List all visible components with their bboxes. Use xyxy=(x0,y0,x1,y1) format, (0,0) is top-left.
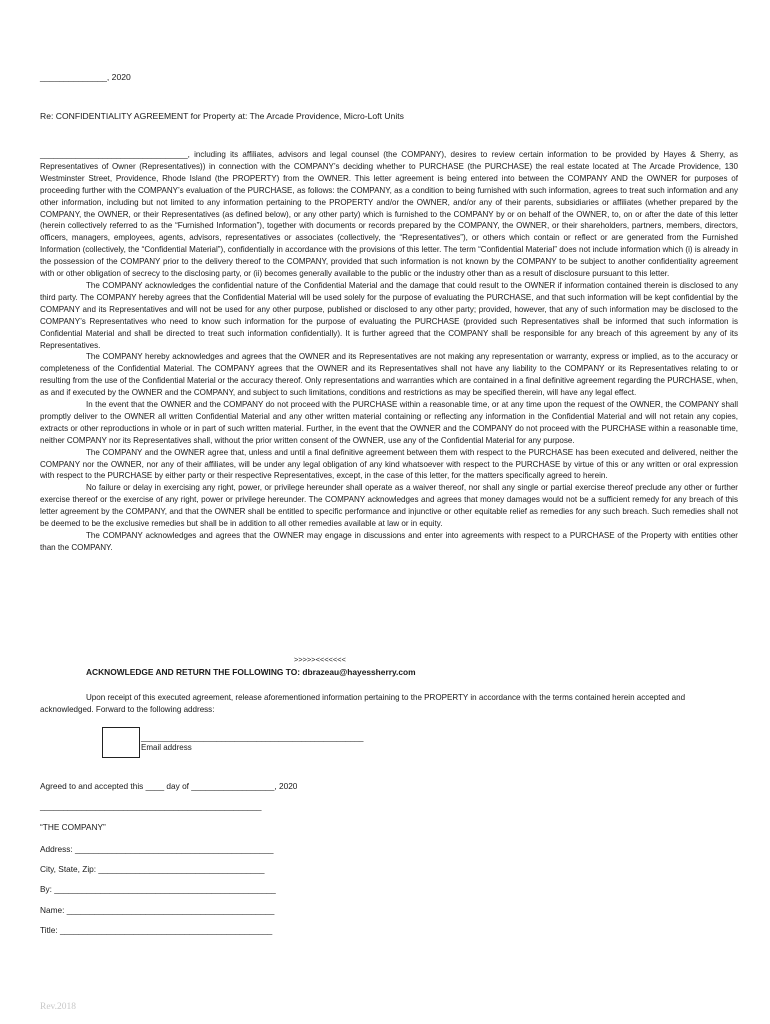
company-label: “THE COMPANY” xyxy=(40,822,106,832)
date-line: ______________, 2020 xyxy=(40,72,131,82)
email-blank-line[interactable]: __________________________________________________ xyxy=(141,733,364,742)
address-field[interactable]: Address: ___________________________________________ xyxy=(40,844,274,854)
email-address-label: Email address xyxy=(141,743,192,752)
acknowledge-heading xyxy=(86,667,416,677)
paragraph-4: In the event that the OWNER and the COMPANY do not proceed with the PURCHASE within a reasonable time, or at any time upon the request of the OWNER, the COMPANY shall promptly deliver to the OWNER all written Confidential Material and any other written material containing or reflecting any information in the Confidential Material and will not retain any copies, extracts or other reproductions in whole or in part of such written material. Further, in the event that the OWNER and the COMPANY do not proceed with the PURCHASE within a reasonable time, neither COMPANY nor its Representatives shall, without the prior written consent of the OWNER, use any of the Confidential Material for any purpose. xyxy=(40,400,738,445)
title-field[interactable]: Title: ______________________________________________ xyxy=(40,925,273,935)
name-field[interactable]: Name: _____________________________________________ xyxy=(40,905,275,915)
city-state-zip-field[interactable]: City, State, Zip: ____________________________________ xyxy=(40,864,265,874)
agreed-line[interactable]: Agreed to and accepted this ____ day of __________________, 2020 xyxy=(40,781,298,791)
paragraph-3: The COMPANY hereby acknowledges and agrees that the OWNER and its Representatives are not making any representation or warranty, express or implied, as to the accuracy or completeness of the Confidential Material. The COMPANY agrees that the OWNER and its Representatives shall not have any liability to the COMPANY or its Representatives relating to or resulting from the use of the Confidential Material or the accuracy thereof. Only representations and warranties which are contained in a final definitive agreement regarding the PURCHASE, when, as and if executed by the OWNER and the COMPANY, and subject to such limitations, conditions and restrictions as may be specified therein, will have any legal effect. xyxy=(40,352,738,398)
acknowledge-email[interactable]: dbrazeau@hayessherry.com xyxy=(302,667,416,677)
paragraph-5: The COMPANY and the OWNER agree that, unless and until a final definitive agreement between them with respect to the PURCHASE has been executed and delivered, neither the COMPANY nor the OWNER, nor any of their affiliates, will be under any legal obligation of any kind whatsoever with respect to the PURCHASE by virtue of this or any written or oral expression with respect to the PURCHASE by either party or their respective Representatives, except, in the case of this letter, for the matters specifically agreed to herein. xyxy=(40,447,738,481)
checkbox-field[interactable] xyxy=(102,727,140,758)
separator-marks: >>>>><<<<<<< xyxy=(294,655,346,664)
company-name-line[interactable]: ________________________________________________ xyxy=(40,801,262,811)
subject-line: Re: CONFIDENTIALITY AGREEMENT for Property at: The Arcade Providence, Micro-Loft Units xyxy=(40,111,404,121)
agreement-body xyxy=(40,149,738,554)
paragraph-7: The COMPANY acknowledges and agrees that the OWNER may engage in discussions and enter into agreements with respect to a PURCHASE of the Property with entities other than the COMPANY. xyxy=(40,531,738,552)
paragraph-1: _________________________________, including its affiliates, advisors and legal counsel (the COMPANY), desires to review certain information to be provided by Hayes & Sherry, as Representatives of Owner (Representatives)) in connection with the COMPANY’s deciding whether to PURCHASE (the PURCHASE) the real estate located at The Arcade Providence, 130 Westminster Street, Providence, Rhode Island (the PROPERTY) from the OWNER. This letter agreement is being entered into between the COMPANY AND the OWNER for purposes of proceeding further with the COMPANY’s evaluation of the PURCHASE, as follows: the COMPANY, as a condition to being furnished with such information, agrees to treat such information and any other information, including but not limited to any information pertaining to the PROPERTY and/or the OWNER, and/or any of their parents, subsidiaries or affiliates (whether prepared by the COMPANY, the OWNER, or their Representatives (as defined below), or any other party) which is furnished to the COMPANY by or on behalf of the OWNER, to, on or after the date of this letter (herein collectively referred to as the “Furnished Information”), together with documents or records prepared by the COMPANY, the OWNER, or their shareholders, partners, members, directors, officers, managers, employees, agents, advisors, representatives or associates (collectively, the “Representatives”), or others which contain or reflect or are generated from the Furnished Information (collectively, the “Confidential Material”), confidentially in accordance with the provisions of this letter. The term “Confidential Material” does not include information which (i) is already in the possession of the COMPANY prior to the delivery thereof to the COMPANY, provided that such information is not known by the COMPANY to be subject to another confidentiality agreement with or other obligation of secrecy to the disclosing party, or (ii) becomes generally available to the public or the industry other than as a result of disclosure pursuant to this letter. xyxy=(40,150,738,279)
upon-receipt-text: Upon receipt of this executed agreement, release aforementioned information pertaining to the PROPERTY in accordance with the terms contained herein accepted and acknowledged. Forward to the following address: xyxy=(40,693,686,714)
paragraph-2: The COMPANY acknowledges the confidential nature of the Confidential Material and the damage that could result to the OWNER if information contained therein is disclosed to any third party. The COMPANY hereby agrees that the Confidential Material will be used solely for the purpose of evaluating the PURCHASE, and that such information will be kept confidential by the COMPANY and its Representatives and will not be used for any other purpose, published or disclosed to any other party; provided, however, that any of such information may be disclosed to the COMPANY’s Representatives who need to know such information for the purpose of evaluating the PURCHASE (provided such Representatives shall be informed that such information is Confidential Material and shall be directed to treat such information confidentially). It is further agreed that the COMPANY shall be responsible for any breach of this agreement by any of its Representatives. xyxy=(40,280,738,350)
upon-receipt-paragraph xyxy=(40,692,738,716)
revision-mark: Rev.2018 xyxy=(40,1002,77,1012)
acknowledge-label: ACKNOWLEDGE AND RETURN THE FOLLOWING TO: xyxy=(86,667,303,677)
paragraph-6: No failure or delay in exercising any right, power, or privilege hereunder shall operate as a waiver thereof, nor shall any single or partial exercise thereof preclude any other or further exercise thereof or the exercise of any right, power or privilege hereunder. The COMPANY acknowledges and agrees that money damages would not be a sufficient remedy for any breach of this letter agreement by the COMPANY, and that the OWNER shall be entitled to specific performance and injunctive or other equitable relief as remedies for any such breach. Such remedies shall not be deemed to be the exclusive remedies but shall be in addition to all other remedies available at law or in equity. xyxy=(40,483,738,529)
by-field[interactable]: By: ________________________________________________ xyxy=(40,884,276,894)
email-address-field[interactable] xyxy=(141,733,363,752)
